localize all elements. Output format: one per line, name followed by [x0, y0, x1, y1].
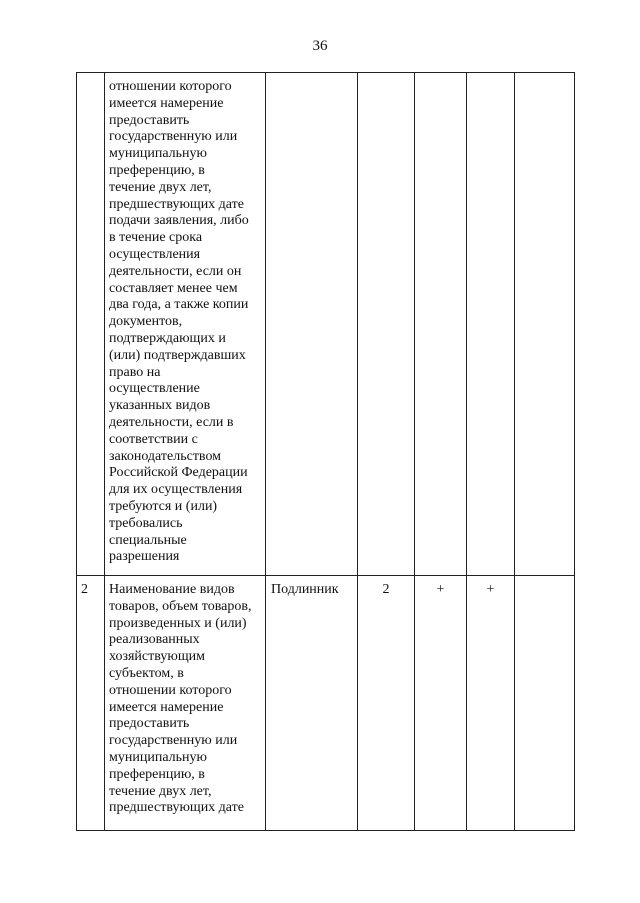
- copies-count: [358, 73, 414, 79]
- note-cell: [515, 576, 575, 831]
- mark-cell-1: [415, 576, 467, 831]
- copies-cell: [358, 73, 415, 576]
- row-number-cell: [77, 576, 105, 831]
- mark-2: +: [486, 582, 495, 597]
- mark-2: [467, 73, 514, 79]
- mark-cell-2: [467, 73, 515, 576]
- note: [515, 73, 574, 79]
- page-number: 36: [312, 38, 328, 54]
- table-row: [77, 576, 575, 831]
- row-number-cell: [77, 73, 105, 576]
- mark-1: [415, 73, 466, 79]
- document-form-cell: [266, 73, 358, 576]
- note: [515, 576, 574, 582]
- document-form: Подлинник: [271, 582, 339, 597]
- row-number: [77, 73, 104, 79]
- description-cell: [105, 576, 266, 831]
- mark-cell-1: [415, 73, 467, 576]
- note-cell: [515, 73, 575, 576]
- mark-cell-2: [467, 576, 515, 831]
- copies-count: 2: [382, 582, 390, 597]
- document-form-cell: [266, 576, 358, 831]
- table-row: [77, 73, 575, 576]
- copies-cell: [358, 576, 415, 831]
- row-description: Наименование видов товаров, объем товаров, произведенных и (или) реализованных хозяйствующим субъектом, в отношении которого имеется намерение предоставить государственную или муниципальную преференцию, в течение двух лет, предшествующих дате: [109, 582, 252, 816]
- row-number: 2: [81, 582, 88, 597]
- document-form: [266, 73, 357, 79]
- documents-table: [76, 72, 575, 831]
- row-description: отношении которого имеется намерение предоставить государственную или муниципальную преференцию, в течение двух лет, предшествующих дате подачи заявления, либо в течение срока осуществления деятельности, если он составляет менее чем два года, а также копии документов, подтверждающих и (или) подтверждавших право на осуществление указанных видов деятельности, если в соответствии с законодательством Российской Федерации для их осуществления требуются и (или) требовались специальные разрешения: [109, 79, 249, 565]
- description-cell: [105, 73, 266, 576]
- mark-1: +: [436, 582, 445, 597]
